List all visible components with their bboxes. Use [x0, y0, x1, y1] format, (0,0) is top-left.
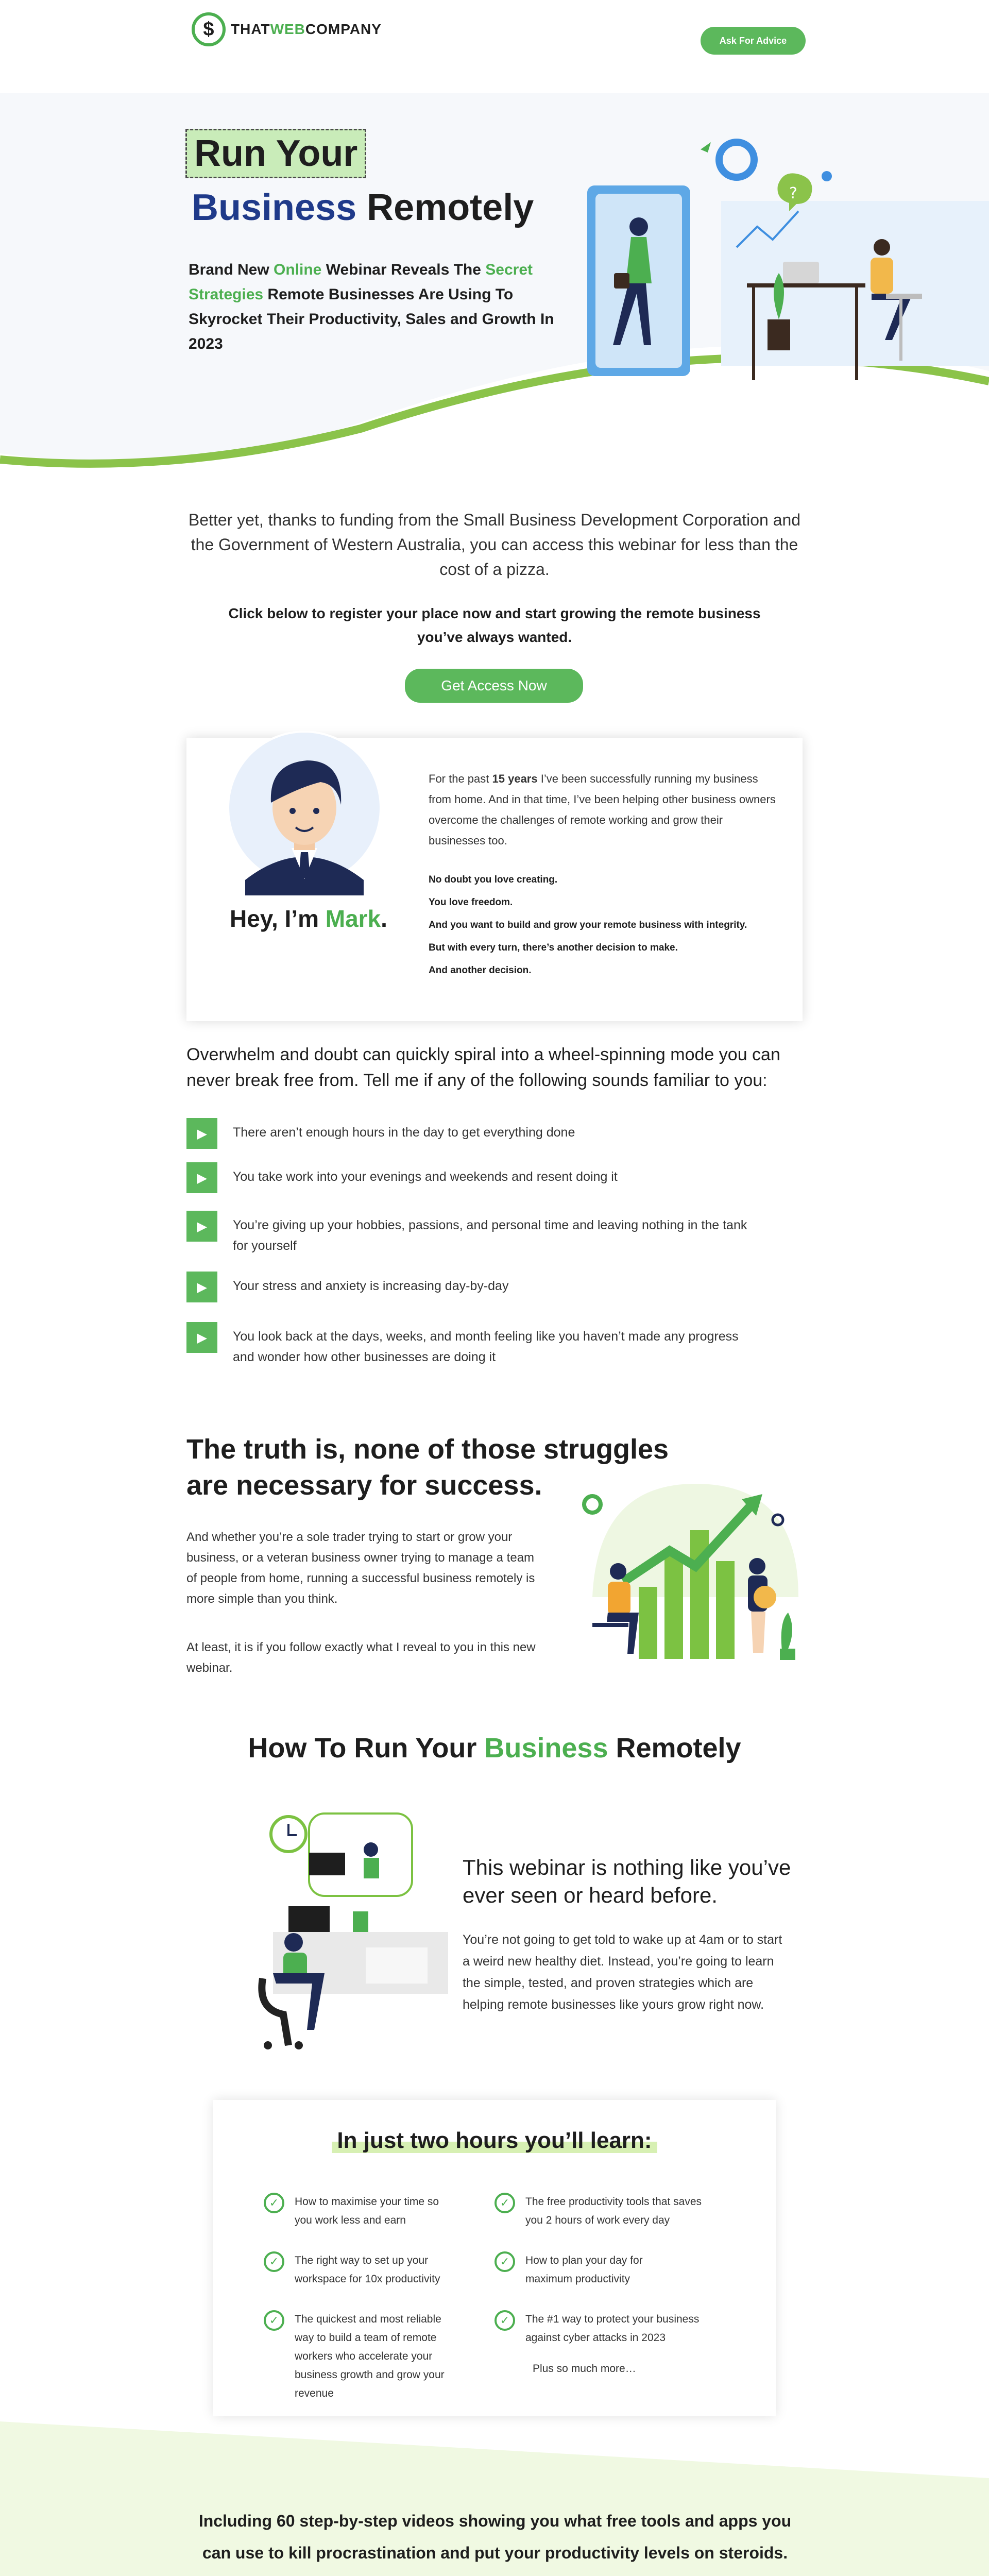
hero-sub-part1: Brand New [189, 261, 274, 278]
learn-item-text: How to maximise your time so you work less and earn [295, 2196, 439, 2226]
hero-sub-secret: Secret Strategies [189, 261, 533, 303]
remote-work-illustration [242, 1803, 448, 2050]
intro-register-text: Click below to register your place now and start growing the remote business you’ve always wanted. [228, 605, 761, 645]
about-p2: I’ve been successfully running my business from home. And in that time, I’ve been helping other business owners overcome the challenges of remote working and grow their businesses too. [429, 772, 776, 847]
check-circle-icon: ✓ [494, 2310, 515, 2331]
logo-word-web: WEB [270, 21, 305, 37]
hey-text: Hey, I’m [230, 905, 326, 932]
growth-chart-illustration [561, 1443, 804, 1685]
videos-heading: Including 60 step-by-step videos showing you what free tools and apps you can use to kill procrastination and put your productivity levels on steroids. [198, 2512, 792, 2562]
pain-point-item [186, 1211, 805, 1256]
pain-point-text: You’re giving up your hobbies, passions, and personal time and leaving nothing in the tank for yourself [233, 1218, 747, 1253]
hero-title-line2 [192, 187, 534, 229]
learn-item-text: The free productivity tools that saves you 2 hours of work every day [525, 2196, 702, 2226]
about-statement: But with every turn, there’s another decision to make. [429, 942, 678, 953]
learn-more-text: Plus so much more… [533, 2363, 636, 2375]
dollar-logo-icon: $ [192, 12, 226, 46]
about-p1: For the past [429, 772, 492, 785]
hero-sub-part2: Webinar Reveals The [321, 261, 486, 278]
about-statement: You love freedom. [429, 897, 513, 908]
hero-title-line1: Run Your [185, 129, 366, 178]
pain-point-item [186, 1162, 805, 1193]
mark-name: Mark [325, 905, 381, 932]
ask-for-advice-button[interactable]: Ask For Advice [701, 27, 806, 55]
pain-point-item [186, 1322, 805, 1367]
learn-item-text: The quickest and most reliable way to build a team of remote workers who accelerate your business growth and grow your revenue [295, 2313, 445, 2399]
hey-period: . [381, 905, 387, 932]
learn-heading [213, 2128, 776, 2154]
hero-sub-online: Online [274, 261, 322, 278]
get-access-now-button[interactable]: Get Access Now [405, 669, 583, 703]
hey-im-mark-heading [230, 905, 387, 933]
logo-word-that: THAT [231, 21, 270, 37]
learn-title-text: In just two hours you’ll learn: [332, 2128, 657, 2153]
learn-item [264, 2310, 501, 2403]
learn-item [264, 2251, 501, 2289]
mark-avatar-illustration [214, 731, 395, 895]
learn-item [264, 2193, 501, 2230]
logo-wordmark [231, 21, 382, 38]
learn-item-text: The right way to set up your workspace for 10x productivity [295, 2255, 440, 2285]
intro-paragraph: Better yet, thanks to funding from the Small Business Development Corporation and the Government of Western Australia, you can access this webinar for less than the cost of a pizza. [188, 511, 801, 579]
play-icon: ▶ [186, 1118, 217, 1149]
pain-point-item [186, 1118, 805, 1149]
how-title-business: Business [484, 1733, 608, 1764]
how-title-a: How To Run Your [248, 1733, 485, 1764]
laptop-presenter-illustration [536, 2571, 809, 2576]
hero-title-remotely: Remotely [356, 187, 534, 228]
overwhelm-heading: Overwhelm and doubt can quickly spiral into a wheel-spinning mode you can never break free from. Tell me if any of the following sounds familiar to you: [186, 1045, 780, 1090]
company-logo[interactable] [192, 12, 382, 46]
hero-illustration [567, 118, 989, 438]
about-years: 15 years [492, 772, 538, 785]
learn-item [494, 2193, 731, 2230]
play-icon: ▶ [186, 1322, 217, 1353]
about-statement-list [429, 869, 784, 982]
check-circle-icon: ✓ [494, 2251, 515, 2272]
check-circle-icon: ✓ [264, 2193, 284, 2213]
pain-point-text: Your stress and anxiety is increasing day-by-day [233, 1279, 509, 1293]
truth-heading: The truth is, none of those struggles are necessary for success. [186, 1434, 669, 1501]
how-to-heading [0, 1732, 989, 1764]
about-statement: And another decision. [429, 965, 532, 976]
how-paragraph: You’re not going to get told to wake up at 4am or to start a weird new healthy diet. Instead, you’re going to learn the simple, tested, and proven strategies which are helping remote businesses like yours grow right now. [463, 1933, 782, 2012]
learn-item-text: The #1 way to protect your business against cyber attacks in 2023 [525, 2313, 700, 2344]
how-lead-text: This webinar is nothing like you’ve ever seen or heard before. [463, 1855, 791, 1907]
how-title-c: Remotely [608, 1733, 741, 1764]
learn-item [494, 2310, 731, 2347]
svg-text:?: ? [789, 184, 797, 202]
check-circle-icon: ✓ [264, 2310, 284, 2331]
hero-subtitle [189, 258, 559, 357]
truth-paragraph: And whether you’re a sole trader trying to start or grow your business, or a veteran business owner trying to manage a team of people from home, running a successful business remotely is more simple than you think. [186, 1530, 535, 1606]
pain-point-text: You take work into your evenings and weekends and resent doing it [233, 1170, 618, 1184]
pain-point-item [186, 1272, 805, 1302]
learn-item [494, 2251, 731, 2289]
truth-paragraph: At least, it is if you follow exactly what I reveal to you in this new webinar. [186, 1640, 536, 1675]
check-circle-icon: ✓ [494, 2193, 515, 2213]
hero-title-business: Business [192, 187, 357, 228]
play-icon: ▶ [186, 1272, 217, 1302]
about-statement: No doubt you love creating. [429, 874, 558, 885]
play-icon: ▶ [186, 1162, 217, 1193]
logo-word-company: COMPANY [305, 21, 382, 37]
hero-sub-part3: Remote Businesses Are Using To Skyrocket Their Productivity, Sales and Growth In 2023 [189, 286, 554, 352]
learn-item-text: How to plan your day for maximum productivity [525, 2255, 643, 2285]
pain-point-text: You look back at the days, weeks, and month feeling like you haven’t made any progress and wonder how other businesses are doing it [233, 1329, 739, 1364]
pain-point-text: There aren’t enough hours in the day to get everything done [233, 1125, 575, 1140]
about-statement: And you want to build and grow your remote business with integrity. [429, 920, 747, 930]
check-circle-icon: ✓ [264, 2251, 284, 2272]
play-icon: ▶ [186, 1211, 217, 1242]
about-paragraph [429, 769, 779, 851]
